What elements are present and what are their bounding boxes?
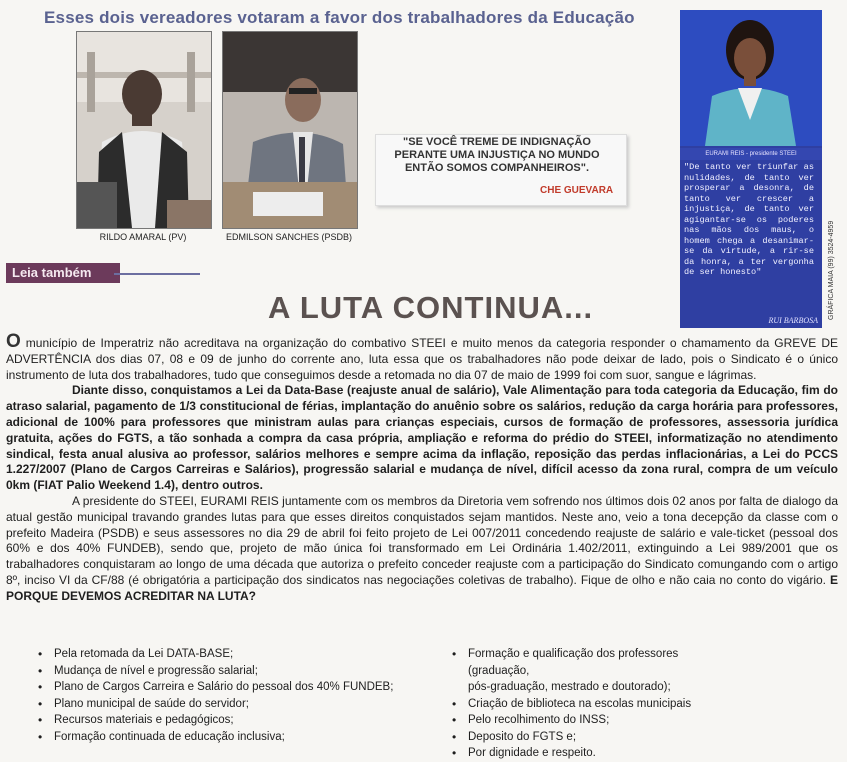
list-item: • Recursos materiais e pedagógicos;: [38, 712, 418, 729]
list-item: • Pela retomada da Lei DATA-BASE;: [38, 646, 418, 663]
article-body: [6, 331, 839, 605]
person-image: [77, 32, 211, 228]
quote-text: "SE VOCÊ TREME DE INDIGNAÇÃO PERANTE UMA INJUSTIÇA NO MUNDO ENTÃO SOMOS COMPANHEIROS".: [394, 136, 600, 174]
headline: Esses dois vereadores votaram a favor dos trabalhadores da Educação: [44, 8, 635, 27]
president-caption: EURAMI REIS - presidente STEEI: [680, 148, 822, 160]
photo-caption: EDMILSON SANCHES (PSDB): [225, 232, 353, 242]
person-image: [223, 32, 357, 228]
drop-cap: O: [6, 331, 21, 352]
list-item: • Formação e qualificação dos professores (graduação,: [452, 646, 742, 679]
president-sidebar: [680, 10, 822, 328]
list-item: • Plano municipal de saúde do servidor;: [38, 696, 418, 713]
section-divider: [114, 273, 200, 275]
paragraph-1-text: município de Imperatriz não acreditava na organização do combativo STEEI e muito menos da categoria responder o chamamento da GREVE DE ADVERTÊNCIA dos dias 07, 08 e 09 de junho do corrente ano, luta essa que os trabalhadores não pode deixar de lado, pois o Sindicato é o único instrumento de luta dos trabalhadores, tudo que conseguimos desde a retomada no dia 07 de maio de 1999 foi com suor, sangue e lágrimas.: [6, 336, 838, 382]
list-item: • Deposito do FGTS e;: [452, 729, 742, 746]
paragraph-1: [6, 331, 838, 383]
print-credit: GRÁFICA MAIA (99) 3524-4959: [828, 220, 835, 320]
list-item: • Formação continuada de educação inclusiva;: [38, 729, 418, 746]
quote-author: CHE GUEVARA: [540, 185, 614, 196]
councilman-photo-2: [222, 31, 358, 229]
call-to-action: E PORQUE DEVEMOS ACREDITAR NA LUTA?: [6, 572, 839, 603]
sidebar-quote-author: RUI BARBOSA: [768, 316, 818, 325]
list-item: • Criação de biblioteca na escolas municipais: [452, 696, 742, 713]
president-photo: [680, 10, 822, 146]
list-item-continuation: pós-graduação, mestrado e doutorado);: [468, 681, 671, 693]
person-image: [680, 10, 822, 146]
paragraph-2: Diante disso, conquistamos a Lei da Data-Base (reajuste anual de salário), Vale Alimentação para toda categoria da Educação, fim do atraso salarial, pagamento de 1/3 constitucional de férias, implantação do anuênio sobre os salários, redução da carga horária para professores, adicional de 100% para professores que ministram aulas para crianças especiais, cursos de formação de professores, assessoria jurídica gratuita, ações do FGTS, a tão sonhada a compra da casa própria, ampliação e reforma do prédio do STEEI, informatização no atendimento sindical, festa anual alusiva ao professor, salários melhores e sempre acima da inflação, reposição das perdas inflacionárias, a Lei do PCCS 1.227/2007 (Plano de Cargos Carreiras e Salários), progressão salarial e mudança de nível, difícil acesso da zona rural, compra de um veículo 0km (FIAT Palio Weekend 1.4), dentro outros.: [6, 383, 838, 493]
section-label: Leia também: [6, 263, 120, 283]
list-item: • Mudança de nível e progressão salarial;: [38, 663, 418, 680]
councilman-photo-1: [76, 31, 212, 229]
paragraph-3-text: A presidente do STEEI, EURAMI REIS juntamente com os membros da Diretoria vem sofrendo nos últimos dois 02 anos por falta de dialogo da atual gestão municipal travando grandes lutas para que esses direitos conquistados sejam mantidos. Neste ano, veio a tona decepção da classe com o prefeito Madeira (PSDB) e seus assessores no dia 29 de abril foi feito projeto de Lei 007/2011 concedendo reajuste de salário e vale-ticket (pessoal dos 60% e dos 40% FUNDEB), sendo que, projeto de mão única foi transformado em Lei Ordinária 1.402/2011, extinguindo a Lei 989/2001 que os trabalhadores conquistaram ao longo de uma década que autoriza o prefeito conceder reajuste com a participação do Sindicato comungando com o artigo 8º, inciso VI da CF/88 (é obrigatória a participação dos sindicatos nas negociações coletivas de trabalho). Fique de olho e não caia no conto do vigário.: [6, 493, 838, 587]
demands-list-left: [38, 646, 418, 745]
paragraph-3: [6, 494, 838, 605]
list-item: • Por dignidade e respeito.: [452, 745, 742, 762]
list-item: • Pelo recolhimento do INSS;: [452, 712, 742, 729]
photo-caption: RILDO AMARAL (PV): [99, 232, 187, 242]
sidebar-quote: "De tanto ver triunfar as nulidades, de tanto ver prosperar a desonra, de tanto ver crescer a injustiça, de tanto ver agigantar-se os poderes nas mãos dos maus, o homem chega a desanimar-se da virtude, a rir-se da honra, a ter vergonha de ser honesto": [684, 162, 814, 277]
article-title: A LUTA CONTINUA...: [268, 290, 594, 325]
demands-list-right: [452, 646, 742, 762]
list-item: • Plano de Cargos Carreira e Salário do pessoal dos 40% FUNDEB;: [38, 679, 418, 696]
